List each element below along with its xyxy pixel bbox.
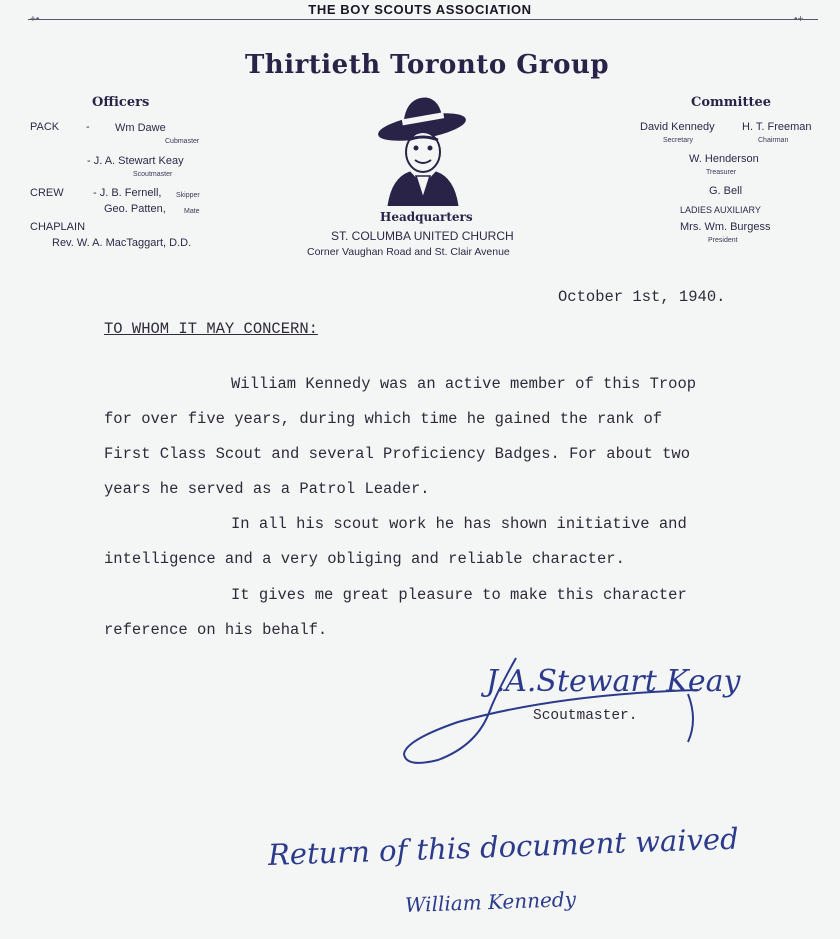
pack-cubmaster-name: Wm Dawe xyxy=(115,122,166,134)
committee-secretary-name: David Kennedy xyxy=(640,121,715,133)
letter-salutation: TO WHOM IT MAY CONCERN: xyxy=(104,320,318,338)
scout-emblem-illustration xyxy=(376,94,472,206)
auxiliary-president-role: President xyxy=(708,237,738,244)
body-line: William Kennedy was an active member of this Troop xyxy=(231,375,697,393)
auxiliary-president-name: Mrs. Wm. Burgess xyxy=(680,221,771,233)
chaplain-name: Rev. W. A. MacTaggart, D.D. xyxy=(52,237,192,249)
body-line: years he served as a Patrol Leader. xyxy=(104,480,430,498)
body-line: First Class Scout and several Proficiency Badges. For about two xyxy=(104,445,690,463)
group-title: Thirtieth Toronto Group xyxy=(244,50,610,80)
crew-skipper-role: Skipper xyxy=(176,192,200,199)
pack-scoutmaster-name: - J. A. Stewart Keay xyxy=(87,155,184,167)
committee-chairman-name: H. T. Freeman xyxy=(742,121,812,133)
ladies-auxiliary-label: LADIES AUXILIARY xyxy=(680,205,761,215)
pack-label: PACK xyxy=(30,121,60,133)
pack-cubmaster-role: Cubmaster xyxy=(165,138,200,145)
signer-title: Scoutmaster. xyxy=(533,708,638,724)
chaplain-label: CHAPLAIN xyxy=(30,221,86,233)
rule-ornament-left: +• xyxy=(30,14,40,25)
committee-heading: Committee xyxy=(691,95,772,110)
handwritten-note-line-2: William Kennedy xyxy=(404,887,577,917)
body-line: It gives me great pleasure to make this character xyxy=(231,586,687,604)
body-line: for over five years, during which time he gained the rank of xyxy=(104,410,663,428)
headquarters-heading: Headquarters xyxy=(380,210,473,224)
committee-member-bell: G. Bell xyxy=(709,185,743,197)
pack-dash: - xyxy=(86,121,90,133)
handwritten-note-line-1: Return of this document waived xyxy=(267,821,740,872)
committee-chairman-role: Chairman xyxy=(758,137,789,144)
church-name: ST. COLUMBA UNITED CHURCH xyxy=(331,229,514,243)
pack-scoutmaster-role: Scoutmaster xyxy=(133,171,173,178)
committee-treasurer-name: W. Henderson xyxy=(689,153,759,165)
committee-secretary-role: Secretary xyxy=(663,137,693,144)
crew-label: CREW xyxy=(30,187,64,199)
letter-date: October 1st, 1940. xyxy=(558,288,726,306)
rule-ornament-right: •+ xyxy=(794,14,804,25)
committee-treasurer-role: Treasurer xyxy=(706,169,737,176)
association-name: THE BOY SCOUTS ASSOCIATION xyxy=(308,2,532,17)
crew-skipper-name: - J. B. Fernell, xyxy=(93,187,162,199)
body-line: reference on his behalf. xyxy=(104,621,328,639)
crew-mate-role: Mate xyxy=(184,208,200,215)
church-address: Corner Vaughan Road and St. Clair Avenue xyxy=(307,246,510,258)
signature: J.A.Stewart Keay xyxy=(486,664,741,699)
crew-mate-name: Geo. Patten, xyxy=(104,203,166,215)
body-line: In all his scout work he has shown initiative and xyxy=(231,515,687,533)
officers-heading: Officers xyxy=(92,95,150,110)
body-line: intelligence and a very obliging and reliable character. xyxy=(104,550,625,568)
header-rule xyxy=(28,19,818,20)
